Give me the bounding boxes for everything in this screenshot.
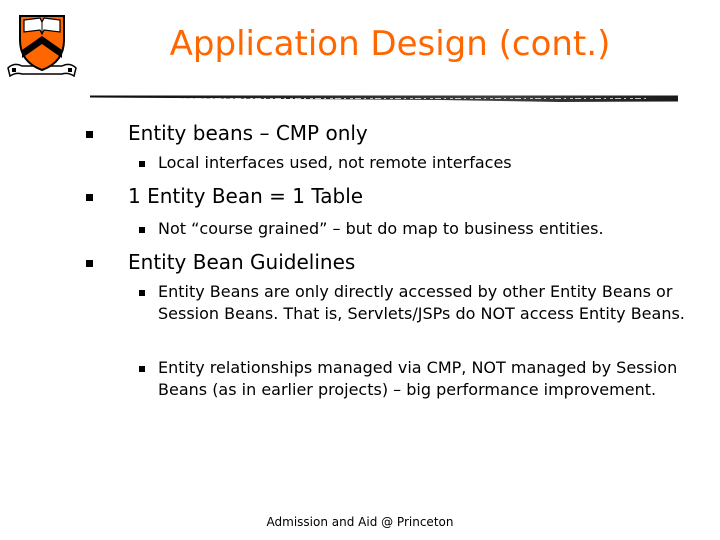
sub-bullet-text: Entity relationships managed via CMP, NOT managed by Session Beans (as in earlier projects) – big performance improvement. bbox=[158, 358, 678, 399]
square-bullet-icon bbox=[139, 227, 145, 233]
bullet-text: 1 Entity Bean = 1 Table bbox=[128, 184, 364, 208]
square-bullet-icon bbox=[86, 194, 93, 201]
sub-bullet-text: Entity Beans are only directly accessed by other Entity Beans or Session Beans. That is, Servlets/JSPs do NOT access Entity Beans. bbox=[158, 282, 685, 323]
title-divider bbox=[90, 95, 678, 103]
bullet-text: Entity Bean Guidelines bbox=[128, 250, 356, 274]
sub-bullet-text: Local interfaces used, not remote interfaces bbox=[158, 153, 512, 172]
square-bullet-icon bbox=[86, 131, 93, 138]
slide-title: Application Design (cont.) bbox=[169, 24, 611, 64]
sub-bullet-text: Not “course grained” – but do map to business entities. bbox=[158, 219, 604, 238]
square-bullet-icon bbox=[86, 260, 93, 267]
bullet-text: Entity beans – CMP only bbox=[128, 121, 368, 145]
square-bullet-icon bbox=[139, 290, 145, 296]
square-bullet-icon bbox=[139, 366, 145, 372]
square-bullet-icon bbox=[139, 161, 145, 167]
slide-footer: Admission and Aid @ Princeton bbox=[266, 515, 454, 529]
princeton-shield-icon bbox=[4, 10, 80, 82]
